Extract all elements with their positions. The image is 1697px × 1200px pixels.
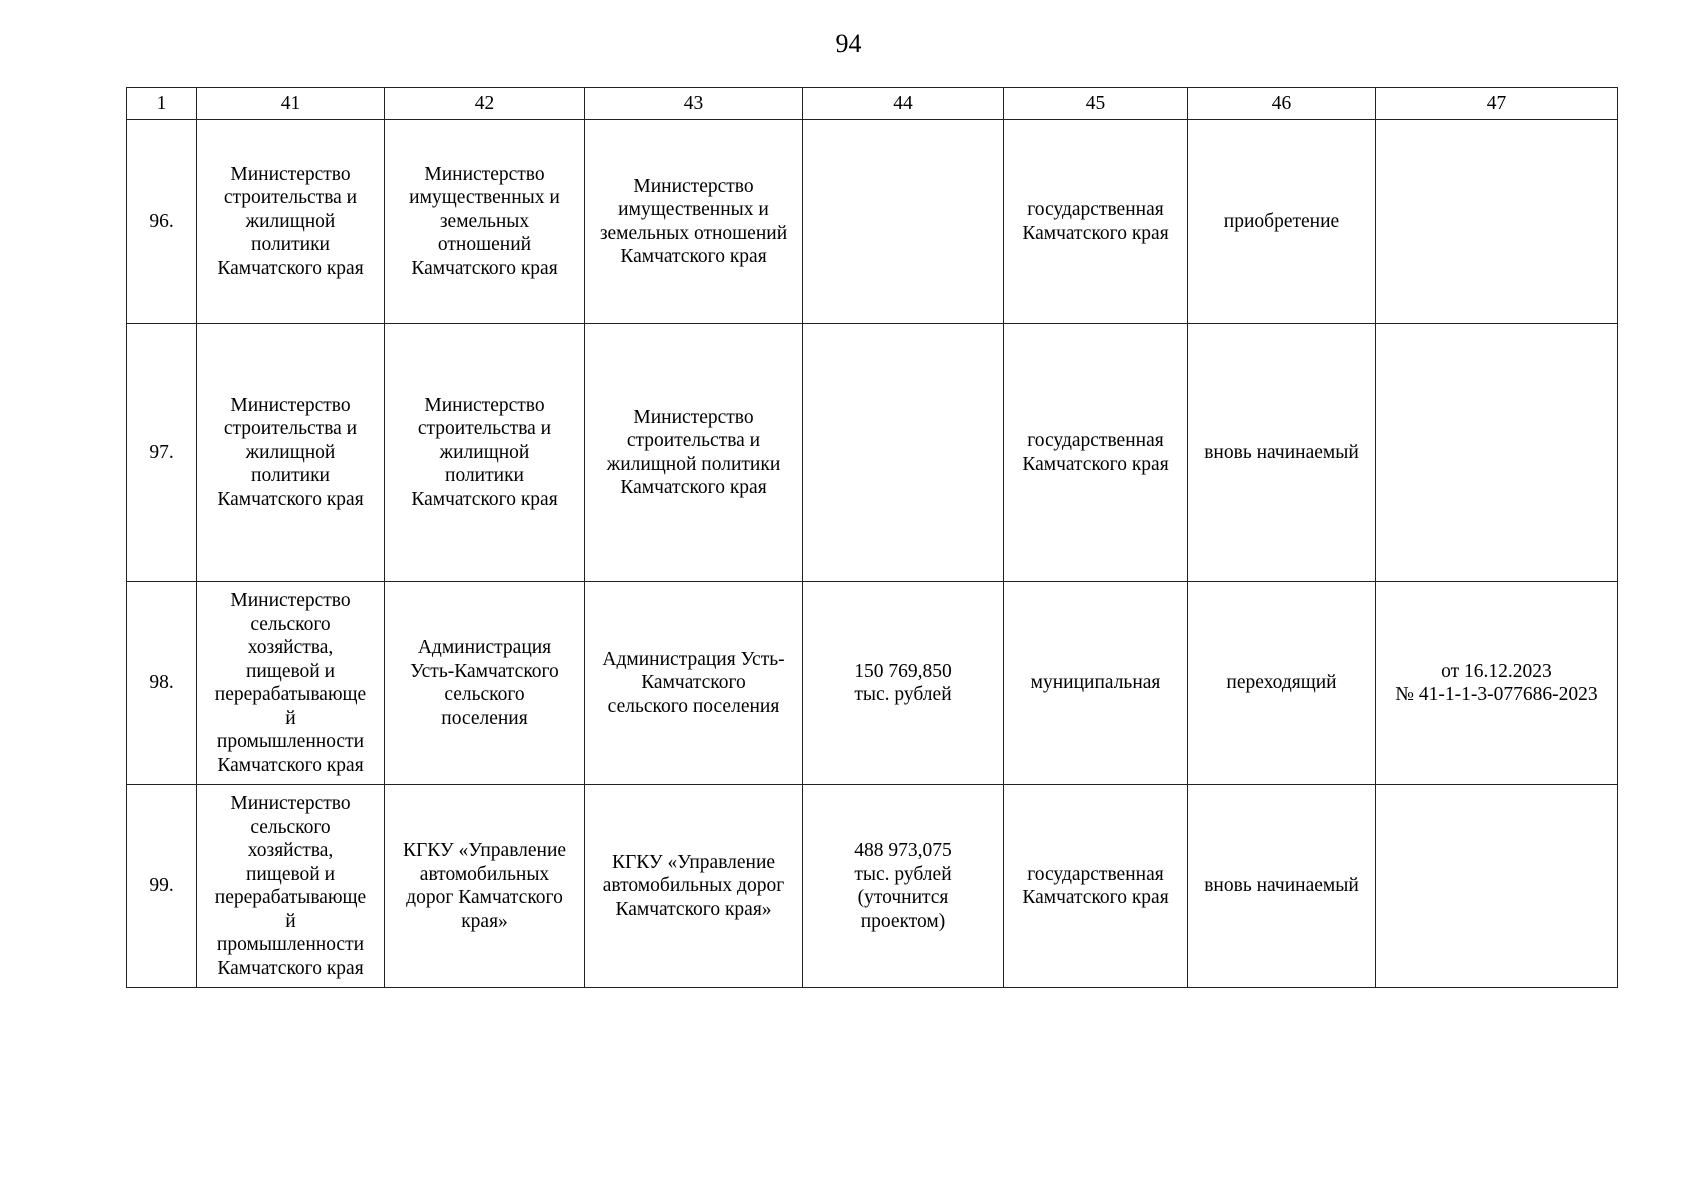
header-cell-col42: 42 <box>385 88 585 120</box>
row-number: 99. <box>127 785 197 988</box>
cell-col47: от 16.12.2023 № 41-1-1-3-077686-2023 <box>1376 582 1618 785</box>
header-cell-col47: 47 <box>1376 88 1618 120</box>
cell-col41: Министерство строительства и жилищной политики Камчатского края <box>197 120 385 324</box>
cell-col44: 488 973,075 тыс. рублей (уточнится проектом) <box>803 785 1004 988</box>
cell-col45: государственная Камчатского края <box>1004 120 1188 324</box>
cell-col43: КГКУ «Управление автомобильных дорог Камчатского края» <box>585 785 803 988</box>
header-cell-col1: 1 <box>127 88 197 120</box>
cell-col47 <box>1376 324 1618 582</box>
cell-col42: Министерство имущественных и земельных отношений Камчатского края <box>385 120 585 324</box>
table-header-row <box>127 88 1618 120</box>
cell-col42: Администрация Усть-Камчатского сельского поселения <box>385 582 585 785</box>
cell-col45: государственная Камчатского края <box>1004 785 1188 988</box>
cell-col47 <box>1376 120 1618 324</box>
cell-col46: вновь начинаемый <box>1188 324 1376 582</box>
cell-col42: КГКУ «Управление автомобильных дорог Камчатского края» <box>385 785 585 988</box>
row-number: 96. <box>127 120 197 324</box>
row-number: 97. <box>127 324 197 582</box>
header-cell-col41: 41 <box>197 88 385 120</box>
header-cell-col44: 44 <box>803 88 1004 120</box>
cell-col41: Министерство сельского хозяйства, пищевой и перерабатывающе й промышленности Камчатского края <box>197 785 385 988</box>
table-row <box>127 785 1618 988</box>
cell-col43: Министерство имущественных и земельных отношений Камчатского края <box>585 120 803 324</box>
cell-col45: муниципальная <box>1004 582 1188 785</box>
data-table <box>126 87 1618 988</box>
cell-col46: приобретение <box>1188 120 1376 324</box>
page-number: 94 <box>835 29 862 58</box>
cell-col44 <box>803 120 1004 324</box>
table-row <box>127 582 1618 785</box>
row-number: 98. <box>127 582 197 785</box>
cell-col44: 150 769,850 тыс. рублей <box>803 582 1004 785</box>
header-cell-col45: 45 <box>1004 88 1188 120</box>
cell-col46: вновь начинаемый <box>1188 785 1376 988</box>
cell-col45: государственная Камчатского края <box>1004 324 1188 582</box>
cell-col43: Администрация Усть- Камчатского сельского поселения <box>585 582 803 785</box>
table-row <box>127 120 1618 324</box>
cell-col42: Министерство строительства и жилищной политики Камчатского края <box>385 324 585 582</box>
header-cell-col43: 43 <box>585 88 803 120</box>
cell-col41: Министерство строительства и жилищной политики Камчатского края <box>197 324 385 582</box>
header-cell-col46: 46 <box>1188 88 1376 120</box>
cell-col46: переходящий <box>1188 582 1376 785</box>
cell-col43: Министерство строительства и жилищной политики Камчатского края <box>585 324 803 582</box>
cell-col47 <box>1376 785 1618 988</box>
table-row <box>127 324 1618 582</box>
cell-col44 <box>803 324 1004 582</box>
cell-col41: Министерство сельского хозяйства, пищевой и перерабатывающе й промышленности Камчатского края <box>197 582 385 785</box>
